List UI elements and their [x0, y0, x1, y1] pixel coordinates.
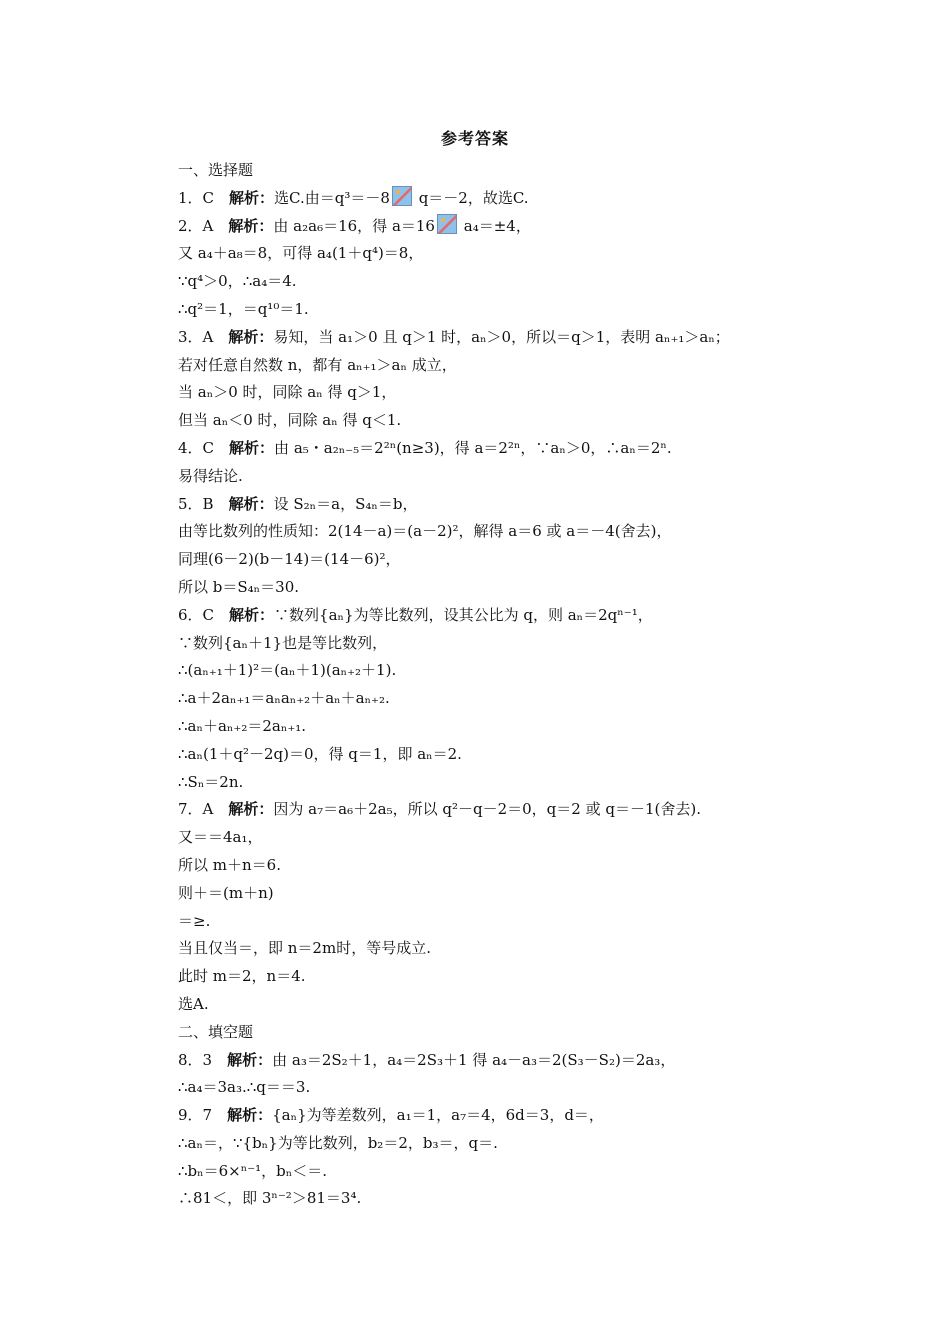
line-text: 因为 a₇＝a₆＋2a₅，所以 q²－q－2＝0，q＝2 或 q＝－1(舍去). [273, 800, 701, 819]
answer-line [178, 852, 798, 880]
question-number: 8．3 [178, 1050, 228, 1069]
analysis-label: 解析： [229, 605, 275, 624]
answer-line [178, 352, 798, 380]
line-text: 选C.由＝q³＝－8 [274, 188, 390, 207]
line-text: 由 a₂a₆＝16，得 a＝16 [273, 216, 435, 235]
answer-line [178, 602, 798, 630]
question-number: 3．A [178, 327, 229, 346]
line-text: 二、填空题 [178, 1022, 254, 1041]
line-text-after: q＝－2，故选C. [413, 188, 529, 207]
answer-line [178, 880, 798, 908]
answer-line [178, 685, 798, 713]
answer-line [178, 574, 798, 602]
question-number: 2．A [178, 216, 229, 235]
page-title: 参考答案 [440, 129, 509, 148]
answer-line [178, 296, 798, 324]
answer-line [178, 185, 798, 213]
answer-line [178, 935, 798, 963]
line-text: ∴81＜，即 3ⁿ⁻²＞81＝3⁴. [178, 1189, 362, 1208]
question-number: 6．C [178, 605, 230, 624]
line-text: 所以 m＋n＝6. [178, 855, 281, 874]
answer-line [178, 1102, 798, 1130]
answer-line [178, 1047, 798, 1075]
answer-line [178, 213, 798, 241]
line-text: 当 aₙ＞0 时，同除 aₙ 得 q＞1， [178, 383, 397, 402]
answer-line [178, 769, 798, 797]
line-text: 又 a₄＋a₈＝8，可得 a₄(1＋q⁴)＝8， [178, 244, 424, 263]
line-text: 则＋＝(m＋n) [178, 883, 274, 902]
line-text: ∵数列{aₙ＋1}也是等比数列， [178, 633, 388, 652]
line-text: ∴aₙ＋aₙ₊₂＝2aₙ₊₁. [178, 716, 307, 735]
answer-line [178, 824, 798, 852]
answer-line [178, 713, 798, 741]
answer-line [178, 491, 798, 519]
answer-line [178, 1130, 798, 1158]
answer-line [178, 796, 798, 824]
line-text: 当且仅当＝，即 n＝2m时，等号成立. [178, 939, 431, 958]
line-text: 同理(6－2)(b－14)＝(14－6)²， [178, 550, 401, 569]
answer-line [178, 630, 798, 658]
answer-line [178, 657, 798, 685]
answer-line [178, 741, 798, 769]
answer-line [178, 963, 798, 991]
line-text: ＝≥. [178, 911, 211, 930]
analysis-label: 解析： [228, 216, 274, 235]
question-number: 1．C [178, 188, 230, 207]
line-text: 选A. [178, 994, 209, 1013]
line-text: ∴q²＝1，＝q¹⁰＝1. [178, 299, 309, 318]
answer-line [178, 991, 798, 1019]
line-text: ∵数列{aₙ}为等比数列，设其公比为 q，则 aₙ＝2qⁿ⁻¹， [274, 605, 653, 624]
analysis-label: 解析： [229, 438, 275, 457]
line-text: ∴a＋2aₙ₊₁＝aₙaₙ₊₂＋aₙ＋aₙ₊₂. [178, 689, 390, 708]
answer-line [178, 463, 798, 491]
answer-line [178, 157, 798, 185]
line-text: 若对任意自然数 n，都有 aₙ₊₁＞aₙ 成立， [178, 355, 457, 374]
answer-line [178, 268, 798, 296]
question-number: 7．A [178, 800, 229, 819]
line-text: 由等比数列的性质知：2(14－a)＝(a－2)²，解得 a＝6 或 a＝－4(舍去)， [178, 522, 672, 541]
analysis-label: 解析： [227, 1050, 273, 1069]
line-text: ∴aₙ(1＋q²－2q)＝0，得 q＝1，即 aₙ＝2. [178, 744, 462, 763]
answer-line [178, 240, 798, 268]
line-text: 由 a₃＝2S₂＋1，a₄＝2S₃＋1 得 a₄－a₃＝2(S₃－S₂)＝2a₃， [272, 1050, 676, 1069]
answer-line [178, 407, 798, 435]
line-text: 此时 m＝2，n＝4. [178, 967, 306, 986]
answer-line [178, 1074, 798, 1102]
analysis-label: 解析： [229, 188, 275, 207]
line-text: ∴bₙ＝6×ⁿ⁻¹，bₙ＜＝. [178, 1161, 328, 1180]
broken-image-icon [437, 214, 457, 234]
line-text: 设 S₂ₙ＝a，S₄ₙ＝b， [273, 494, 418, 513]
answer-line [178, 518, 798, 546]
line-text: 但当 aₙ＜0 时，同除 aₙ 得 q＜1. [178, 411, 402, 430]
answer-line [178, 546, 798, 574]
line-text: ∴a₄＝3a₃.∴q＝＝3. [178, 1078, 311, 1097]
answer-line [178, 435, 798, 463]
line-text: ∴aₙ＝，∵{bₙ}为等比数列，b₂＝2，b₃＝，q＝. [178, 1133, 498, 1152]
line-text: ∴(aₙ₊₁＋1)²＝(aₙ＋1)(aₙ₊₂＋1). [178, 661, 397, 680]
line-text: 又＝＝4a₁， [178, 828, 263, 847]
line-text: 一、选择题 [178, 161, 254, 179]
analysis-label: 解析： [228, 494, 274, 513]
analysis-label: 解析： [228, 327, 274, 346]
line-text: 易得结论. [178, 466, 243, 485]
question-number: 5．B [178, 494, 229, 513]
answer-line [178, 908, 798, 936]
answer-lines [178, 157, 798, 1213]
question-number: 9．7 [178, 1106, 228, 1125]
line-text: ∵q⁴＞0，∴a₄＝4. [178, 272, 297, 291]
line-text: ∴Sₙ＝2n. [178, 772, 244, 791]
analysis-label: 解析： [228, 800, 274, 819]
answer-line [178, 1158, 798, 1186]
answer-line [178, 1019, 798, 1047]
question-number: 4．C [178, 438, 230, 457]
line-text: 由 a₅・a₂ₙ₋₅＝2²ⁿ(n≥3)，得 a＝2²ⁿ，∵aₙ＞0，∴aₙ＝2ⁿ. [274, 438, 672, 457]
line-text: {aₙ}为等差数列，a₁＝1，a₇＝4，6d＝3，d＝， [272, 1106, 604, 1125]
answer-line [178, 1185, 798, 1213]
line-text-after: a₄＝±4， [458, 216, 531, 235]
analysis-label: 解析： [227, 1106, 273, 1125]
line-text: 所以 b＝S₄ₙ＝30. [178, 577, 300, 596]
line-text: 易知，当 a₁＞0 且 q＞1 时，aₙ＞0，所以＝q＞1，表明 aₙ₊₁＞aₙ； [273, 327, 730, 346]
answer-line [178, 324, 798, 352]
answer-line [178, 379, 798, 407]
broken-image-icon [392, 186, 412, 206]
